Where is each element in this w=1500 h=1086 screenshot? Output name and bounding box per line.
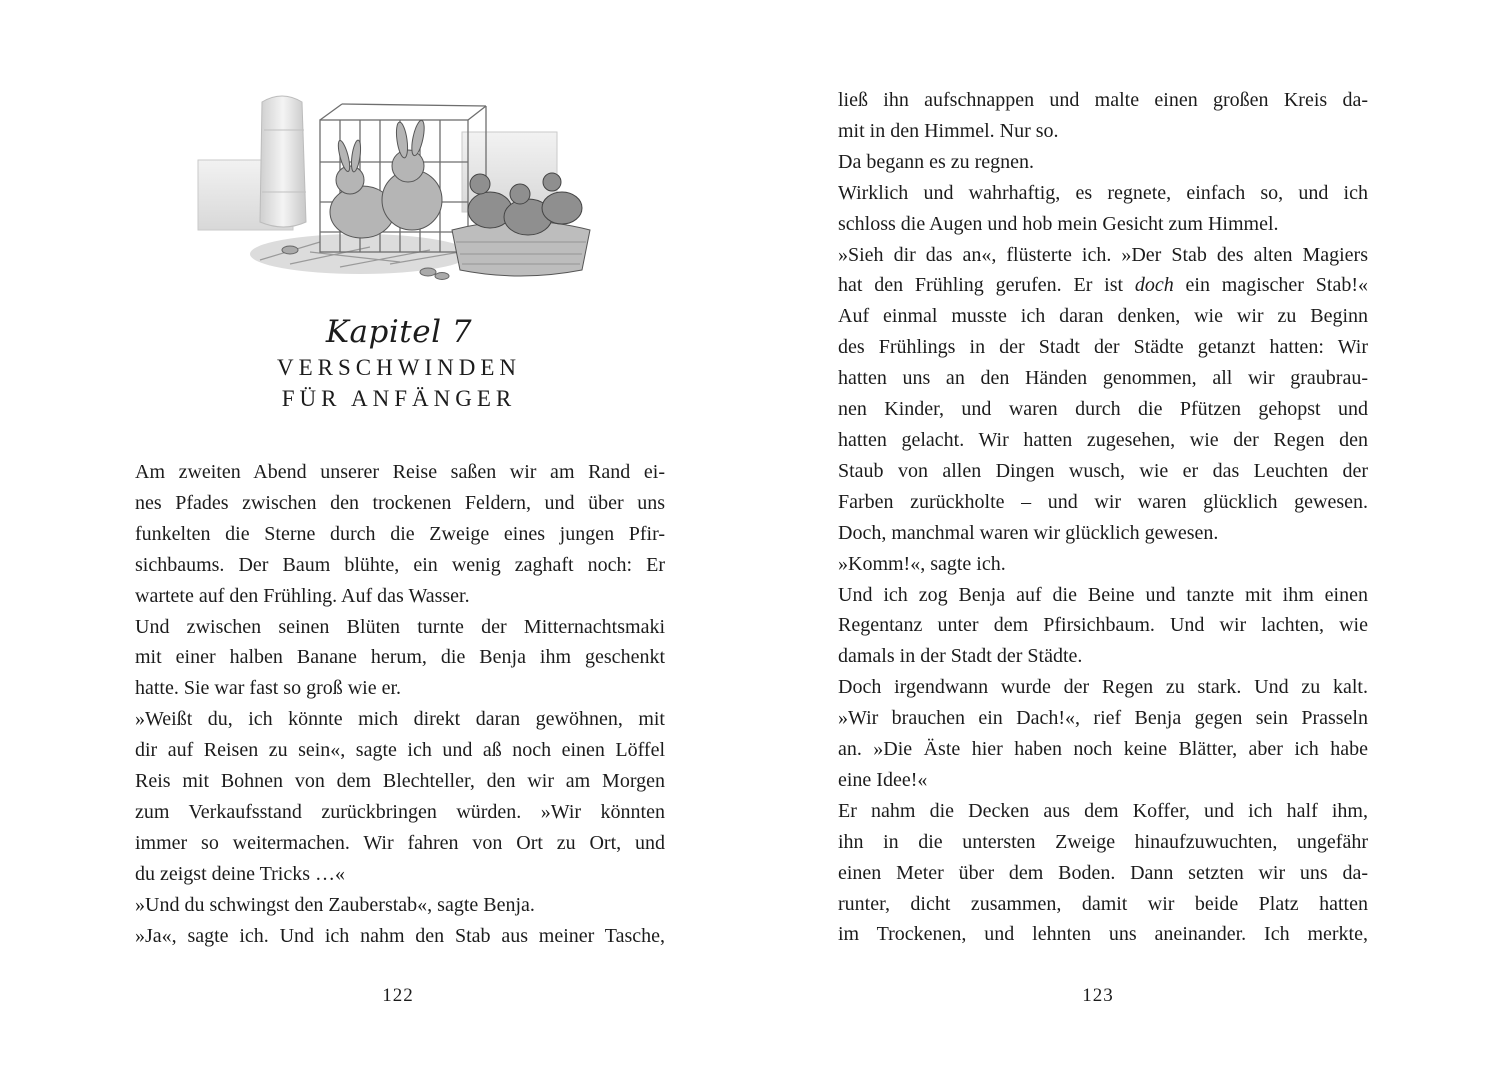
text-line: Doch irgendwann wurde der Regen zu stark. Und zu kalt. xyxy=(838,676,1368,699)
chapter-label: Kapitel 7 xyxy=(325,314,473,350)
text-line: zum Verkaufsstand zurückbringen würden. »Wir könnten xyxy=(135,800,665,823)
text-line: mit in den Himmel. Nur so. xyxy=(838,119,1059,142)
text-line: Farben zurückholte – und wir waren glücklich gewesen. xyxy=(838,490,1368,513)
text-line: Regentanz unter dem Pfirsichbaum. Und wir lachten, wie xyxy=(838,614,1368,637)
text-line: schloss die Augen und hob mein Gesicht zum Himmel. xyxy=(838,212,1279,235)
chapter-heading xyxy=(133,312,665,414)
text-line: Reis mit Bohnen von dem Blechteller, den wir am Morgen xyxy=(135,770,665,793)
text-line: im Trockenen, und lehnten uns aneinander. Ich merkte, xyxy=(838,923,1368,946)
text-line: »Und du schwingst den Zauberstab«, sagte Benja. xyxy=(135,893,535,916)
text-line: funkelten die Sterne durch die Zweige eines jungen Pfir- xyxy=(135,522,665,545)
text-line: damals in der Stadt der Städte. xyxy=(838,645,1083,668)
text-line: des Frühlings in der Stadt der Städte getanzt hatten: Wir xyxy=(838,336,1368,359)
text-line: du zeigst deine Tricks …« xyxy=(135,862,345,885)
text-line: immer so weitermachen. Wir fahren von Ort zu Ort, und xyxy=(135,831,665,854)
text-line: ließ ihn aufschnappen und malte einen großen Kreis da- xyxy=(838,89,1368,111)
text-line: hatten gelacht. Wir hatten zugesehen, wie der Regen den xyxy=(838,428,1368,451)
text-line: Doch, manchmal waren wir glücklich gewesen. xyxy=(838,521,1219,544)
text-line: hatten uns an den Händen genommen, all wir graubrau- xyxy=(838,367,1368,390)
text-line: wartete auf den Frühling. Auf das Wasser. xyxy=(135,584,470,607)
text-line: Am zweiten Abend unserer Reise saßen wir am Rand ei- xyxy=(135,461,665,483)
text-line: »Weißt du, ich könnte mich direkt daran gewöhnen, mit xyxy=(135,708,665,731)
text-line: Und zwischen seinen Blüten turnte der Mitternachtsmaki xyxy=(135,615,665,638)
text-line: »Sieh dir das an«, flüsterte ich. »Der Stab des alten Magiers xyxy=(838,243,1368,266)
right-body-text xyxy=(838,85,1368,950)
text-line: nes Pfades zwischen den trockenen Feldern, und über uns xyxy=(135,491,665,514)
text-line: an. »Die Äste hier haben noch keine Blätter, aber ich habe xyxy=(838,738,1368,761)
text-line: »Wir brauchen ein Dach!«, rief Benja gegen sein Prasseln xyxy=(838,707,1368,730)
text-line: dir auf Reisen zu sein«, sagte ich und aß noch einen Löffel xyxy=(135,739,665,762)
text-line: mit einer halben Banane herum, die Benja ihm geschenkt xyxy=(135,646,665,669)
rabbits-doves-illustration xyxy=(190,82,600,282)
page-number: 123 xyxy=(1082,985,1114,1006)
chapter-title-line-2: FÜR ANFÄNGER xyxy=(281,386,517,411)
text-line: »Komm!«, sagte ich. xyxy=(838,552,1006,575)
text-line: Wirklich und wahrhaftig, es regnete, einfach so, und ich xyxy=(838,181,1368,204)
text-line: hatte. Sie war fast so groß wie er. xyxy=(135,677,402,700)
text-line: sichbaums. Der Baum blühte, ein wenig zaghaft noch: Er xyxy=(135,553,665,576)
text-line: Auf einmal musste ich daran denken, wie wir zu Beginn xyxy=(838,305,1368,328)
page-number: 122 xyxy=(382,985,414,1006)
text-line: Er nahm die Decken aus dem Koffer, und ich half ihm, xyxy=(838,799,1368,822)
text-line: eine Idee!« xyxy=(838,768,928,791)
text-line: runter, dicht zusammen, damit wir beide Platz hatten xyxy=(838,892,1368,915)
text-line: Da begann es zu regnen. xyxy=(838,150,1035,173)
text-line: hat den Frühling gerufen. Er ist doch ein magischer Stab!« xyxy=(838,274,1368,297)
text-line: »Ja«, sagte ich. Und ich nahm den Stab aus meiner Tasche, xyxy=(135,924,665,947)
text-line: Staub von allen Dingen wusch, wie er das Leuchten der xyxy=(838,459,1368,482)
left-body-text xyxy=(135,457,665,952)
chapter-title-line-1: VERSCHWINDEN xyxy=(277,355,521,380)
text-line: nen Kinder, und waren durch die Pfützen gehopst und xyxy=(838,398,1368,421)
right-page xyxy=(750,0,1500,1086)
text-line: einen Meter über dem Boden. Dann setzten wir uns da- xyxy=(838,861,1368,884)
text-line: ihn in die untersten Zweige hinaufzuwuchten, ungefähr xyxy=(838,830,1368,853)
text-line: Und ich zog Benja auf die Beine und tanzte mit ihm einen xyxy=(838,583,1368,606)
